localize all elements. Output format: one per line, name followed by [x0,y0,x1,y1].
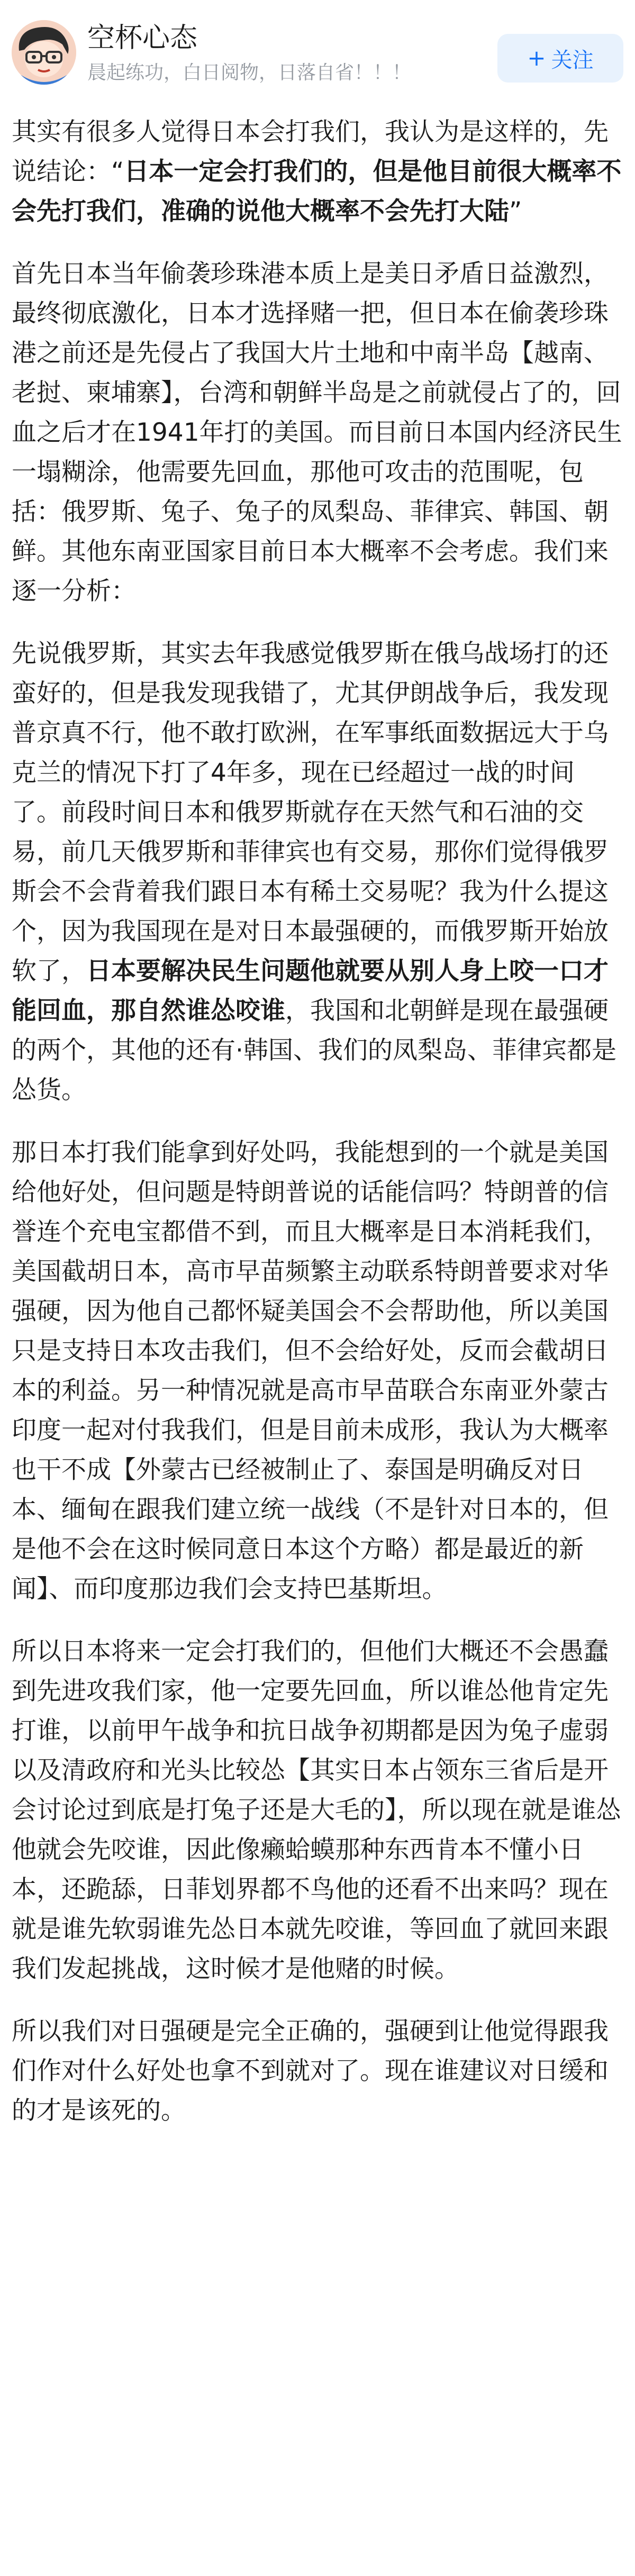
russia-text-a: 先说俄罗斯，其实去年我感觉俄罗斯在俄乌战场打的还蛮好的，但是我发现我错了，尤其伊朗战争后，我发现普京真不行，他不敢打欧洲，在军事纸面数据远大于乌克兰的情况下打了4年多，现在已经超过一战的时间了。前段时间日本和俄罗斯就存在天然气和石油的交易，前几天俄罗斯和菲律宾也有交易，那你们觉得俄罗斯会不会背着我们跟日本有稀土交易呢？我为什么提这个，因为我国现在是对日本最强硬的，而俄罗斯开始放软了， [12,639,609,986]
avatar[interactable] [12,20,76,85]
cartoon-avatar-icon [12,20,76,85]
paragraph-conclusion [12,112,623,231]
conclusion-intro: 其实有很多人觉得日本会打我们，我认为是这样的，先说结论：“ [12,117,609,186]
article-body [0,101,635,2131]
paragraph-future: 所以日本将来一定会打我们的，但他们大概还不会愚蠢到先进攻我们家，他一定要先回血，所以谁怂他肯定先打谁，以前甲午战争和抗日战争初期都是因为兔子虚弱以及清政府和光头比较怂【其实日本占领东三省后是开会讨论过到底是打兔子还是大毛的】，所以现在就是谁怂他就会先咬谁，因此像癞蛤蟆那种东西肯本不懂小日本，还跪舔，日菲划界都不鸟他的还看不出来吗？现在就是谁先软弱谁先怂日本就先咬谁，等回血了就回来跟我们发起挑战，这时候才是他赌的时候。 [12,1637,621,1983]
post-header [0,0,635,101]
conclusion-bold: 日本一定会打我们的，但是他目前很大概率不会先打我们，准确的说他大概率不会先打大陆 [12,157,622,226]
paragraph-russia [12,634,623,1110]
author-name[interactable]: 空杯心态 [87,22,198,54]
paragraph-conclusion-final: 所以我们对日强硬是完全正确的，强硬到让他觉得跟我们作对什么好处也拿不到就对了。现在谁建议对日缓和的才是该死的。 [12,2017,609,2125]
russia-text-c: ，我国和北朝鲜是现在最强硬的两个，其他的还有·韩国、我们的凤梨岛、菲律宾都是怂货。 [12,996,616,1105]
author-motto: 晨起练功，白日阅物，日落自省！！！ [87,62,412,84]
follow-button[interactable] [497,34,623,83]
conclusion-end: ” [509,197,522,226]
paragraph-us-benefit: 那日本打我们能拿到好处吗，我能想到的一个就是美国给他好处，但问题是特朗普说的话能信吗？特朗普的信誉连个充电宝都借不到，而且大概率是日本消耗我们，美国截胡日本，高市早苗频繁主动联系特朗普要求对华强硬，因为他自己都怀疑美国会不会帮助他，所以美国只是支持日本攻击我们，但不会给好处，反而会截胡日本的利益。另一种情况就是高市早苗联合东南亚外蒙古印度一起对付我我们，但是目前未成形，我认为大概率也干不成【外蒙古已经被制止了、泰国是明确反对日本、缅甸在跟我们建立统一战线（不是针对日本的，但是他不会在这时候同意日本这个方略）都是最近的新闻】、而印度那边我们会支持巴基斯坦。 [12,1138,609,1604]
plus-icon: + [527,45,546,71]
paragraph-history: 首先日本当年偷袭珍珠港本质上是美日矛盾日益激烈，最终彻底激化，日本才选择赌一把，但日本在偷袭珍珠港之前还是先侵占了我国大片土地和中南半岛【越南、老挝、柬埔寨】，台湾和朝鲜半岛是之前就侵占了的，回血之后才在1941年打的美国。而目前日本国内经济民生一塌糊涂，他需要先回血，那他可攻击的范围呢，包括：俄罗斯、兔子、兔子的凤梨岛、菲律宾、韩国、朝鲜。其他东南亚国家目前日本大概率不会考虑。我们来逐一分析： [12,259,622,606]
follow-label: 关注 [551,48,594,72]
russia-text-bold: 日本要解决民生问题他就要从别人身上咬一口才能回血，那自然谁怂咬谁 [12,957,609,1025]
